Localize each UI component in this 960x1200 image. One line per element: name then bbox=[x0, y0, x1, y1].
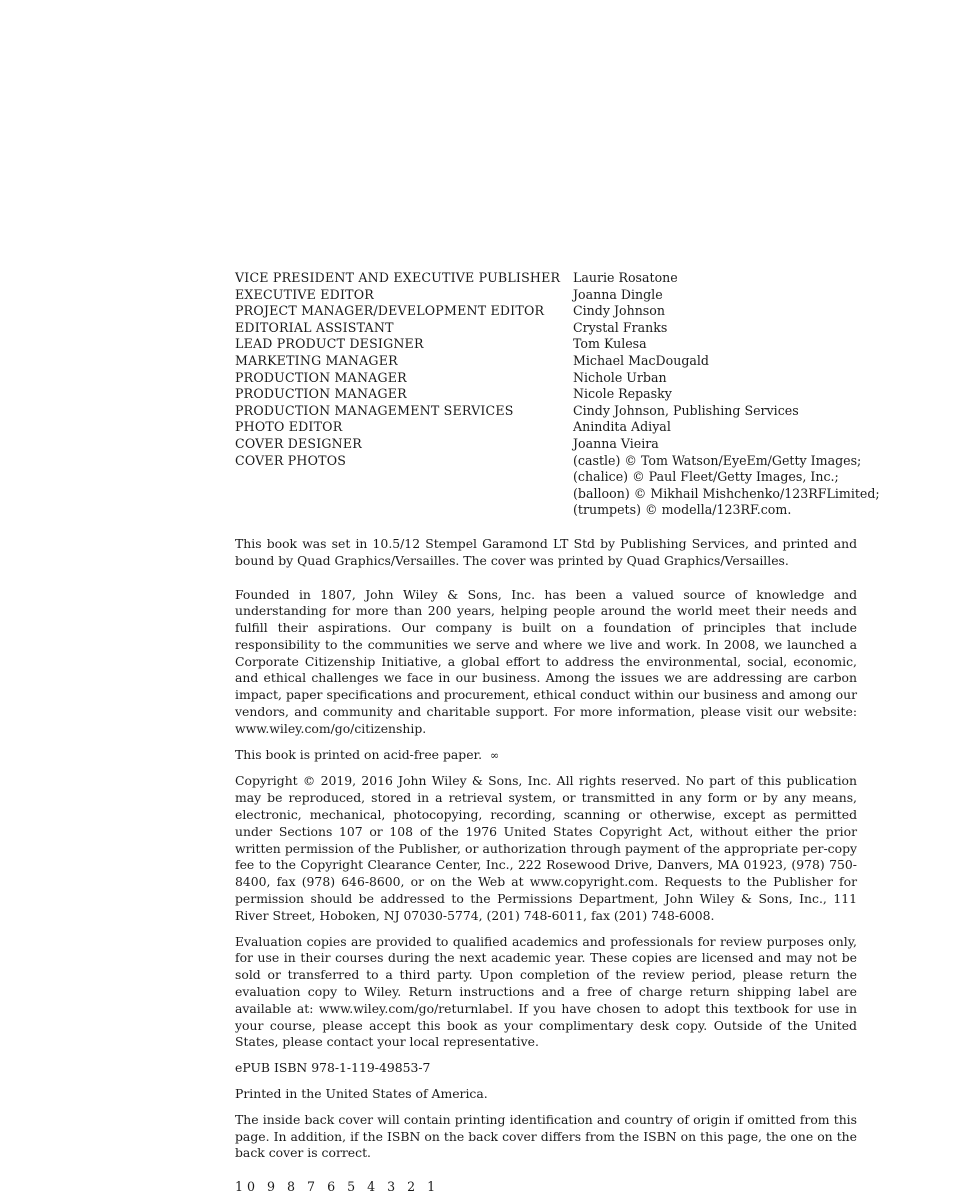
credit-names bbox=[573, 436, 880, 453]
credit-names bbox=[573, 453, 880, 519]
credit-name: Michael MacDougald bbox=[573, 352, 709, 368]
credit-name: Cindy Johnson, Publishing Services bbox=[573, 402, 799, 418]
credit-name: Nicole Repasky bbox=[573, 386, 672, 402]
printed-in-line: Printed in the United States of America. bbox=[235, 1086, 488, 1102]
isbn-line: ePUB ISBN 978-1-119-49853-7 bbox=[235, 1060, 431, 1076]
copyright-paragraph: Copyright © 2019, 2016 John Wiley & Sons, Inc. All rights reserved. No part of this publication may be reproduced, stored in a retrieval system, or transmitted in any form or by any means, electronic, mechanical, photocopying, recording, scanning or otherwise, except as permitted under Sections 107 or 108 of the 1976 United States Copyright Act, without either the prior written permission of the Publisher, or authorization through payment of the appropriate per-copy fee to the Copyright Clearance Center, Inc., 222 Rosewood Drive, Danvers, MA 01923, (978) 750-8400, fax (978) 646-8600, or on the Web at www.copyright.com. Requests to the Publisher for permission should be addressed to the Permissions Department, John Wiley & Sons, Inc., 111 River Street, Hoboken, NJ 07030-5774, (201) 748-6011, fax (201) 748-6008. bbox=[235, 773, 857, 923]
credit-role: PHOTO EDITOR bbox=[235, 419, 343, 435]
credit-names bbox=[573, 320, 880, 337]
credit-role: PROJECT MANAGER/DEVELOPMENT EDITOR bbox=[235, 303, 545, 319]
back-cover-note: The inside back cover will contain printing identification and country of origin if omitted from this page. In addition, if the ISBN on the back cover differs from the ISBN on this page, the one on the back cover is correct. bbox=[235, 1111, 857, 1161]
copyright-page bbox=[235, 270, 880, 1196]
credit-name: Anindita Adiyal bbox=[573, 419, 671, 435]
credit-names bbox=[573, 353, 880, 370]
acid-free-text: This book is printed on acid-free paper. bbox=[235, 746, 483, 762]
credit-name: Laurie Rosatone bbox=[573, 270, 678, 285]
credit-names bbox=[573, 403, 880, 420]
credit-names bbox=[573, 303, 880, 320]
credit-role: PRODUCTION MANAGEMENT SERVICES bbox=[235, 402, 514, 418]
credit-name: Cindy Johnson bbox=[573, 303, 665, 319]
evaluation-paragraph: Evaluation copies are provided to qualified academics and professionals for review purposes only, for use in their courses during the next academic year. These copies are licensed and may not be sold or transferred to a third party. Upon completion of the review period, please return the evaluation copy to Wiley. Return instructions and a free of charge return shipping label are available at: www.wiley.com/go/returnlabel. If you have chosen to adopt this textbook for use in your course, please accept this book as your complimentary desk copy. Outside of the United States, please contact your local representative. bbox=[235, 933, 857, 1050]
credit-role: MARKETING MANAGER bbox=[235, 352, 398, 368]
credit-name: (balloon) © Mikhail Mishchenko/123RFLimited; bbox=[573, 485, 880, 501]
credit-name: Joanna Dingle bbox=[573, 286, 663, 302]
credit-name: Joanna Vieira bbox=[573, 435, 659, 451]
credits-table bbox=[235, 270, 880, 519]
credit-role: PRODUCTION MANAGER bbox=[235, 386, 407, 402]
credit-names bbox=[573, 270, 880, 287]
credit-names bbox=[573, 287, 880, 304]
print-line: 10 9 8 7 6 5 4 3 2 1 bbox=[235, 1179, 440, 1195]
credit-name: Nichole Urban bbox=[573, 369, 667, 385]
credit-name: (chalice) © Paul Fleet/Getty Images, Inc.; bbox=[573, 469, 839, 485]
credit-names bbox=[573, 336, 880, 353]
credit-name: (trumpets) © modella/123RF.com. bbox=[573, 502, 792, 518]
credit-names bbox=[573, 386, 880, 403]
credit-role: PRODUCTION MANAGER bbox=[235, 369, 407, 385]
credit-name: Tom Kulesa bbox=[573, 336, 647, 352]
credit-role: EDITORIAL ASSISTANT bbox=[235, 319, 394, 335]
credit-role: COVER DESIGNER bbox=[235, 435, 362, 451]
credit-role: VICE PRESIDENT AND EXECUTIVE PUBLISHER bbox=[235, 270, 561, 285]
credit-name: Crystal Franks bbox=[573, 319, 668, 335]
credit-role: EXECUTIVE EDITOR bbox=[235, 286, 374, 302]
credit-role: COVER PHOTOS bbox=[235, 452, 347, 468]
credit-names bbox=[573, 419, 880, 436]
credit-role: LEAD PRODUCT DESIGNER bbox=[235, 336, 424, 352]
acid-free-note bbox=[235, 747, 857, 765]
founded-paragraph: Founded in 1807, John Wiley & Sons, Inc. has been a valued source of knowledge and understanding for more than 200 years, helping people around the world meet their needs and fulfill their aspirations. Our company is built on a foundation of principles that include responsibility to the communities we serve and where we live and work. In 2008, we launched a Corporate Citizenship Initiative, a global effort to address the environmental, social, economic, and ethical challenges we face in our business. Among the issues we are addressing are carbon impact, paper specifications and procurement, ethical conduct within our business and among our vendors, and community and charitable support. For more information, please visit our website: www.wiley.com/go/citizenship. bbox=[235, 586, 857, 736]
infinity-icon: ∞ bbox=[490, 748, 500, 762]
credit-names bbox=[573, 370, 880, 387]
typesetting-note: This book was set in 10.5/12 Stempel Garamond LT Std by Publishing Services, and printed and bound by Quad Graphics/Versailles. The cover was printed by Quad Graphics/Versailles. bbox=[235, 535, 857, 568]
credit-name: (castle) © Tom Watson/EyeEm/Getty Images; bbox=[573, 452, 862, 468]
